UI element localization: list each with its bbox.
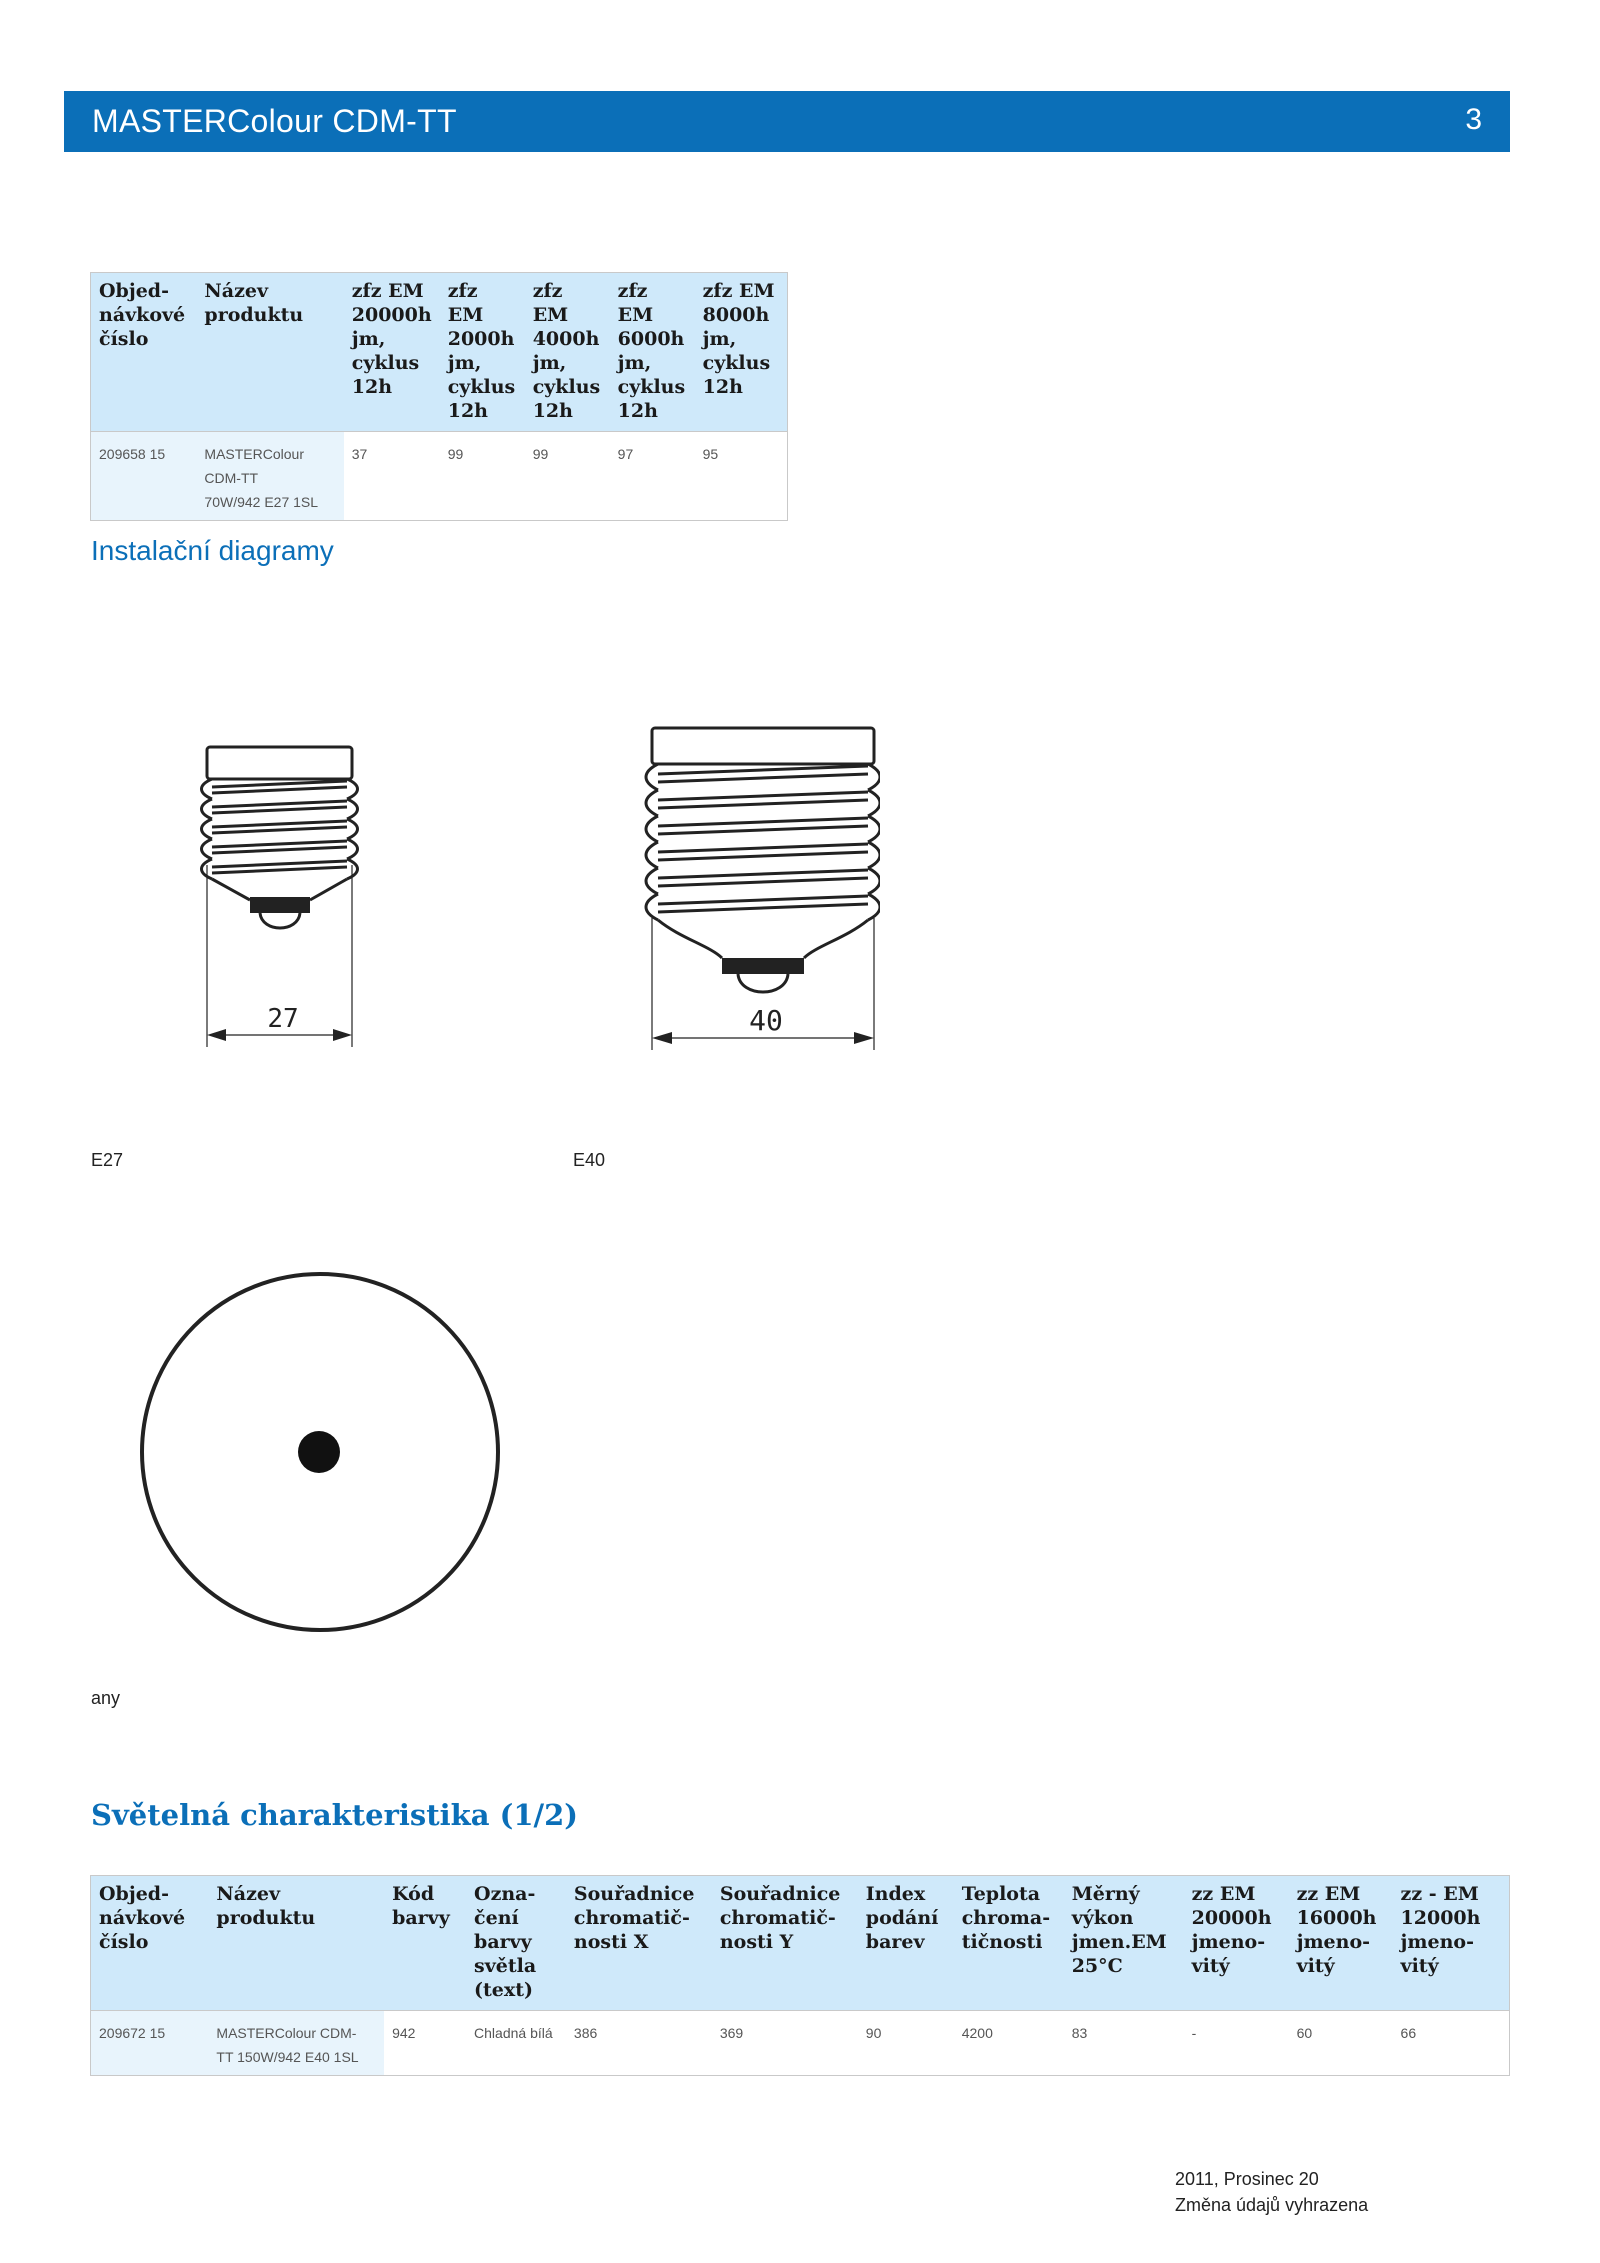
table-header-row (91, 1876, 1510, 2011)
light-characteristics-title: Světelná charakteristika (1/2) (91, 1798, 579, 1832)
e27-dimension-label: 27 (267, 1004, 299, 1034)
burning-position-caption: any (91, 1688, 121, 1708)
col-color-rendering-index: Index podání barev (858, 1876, 954, 2011)
footer-note: Změna údajů vyhrazena (1175, 2195, 1369, 2215)
e40-dimension-label: 40 (749, 1004, 783, 1037)
col-lumen-maintenance-20000h: zz EM 20000h jmeno- vitý (1184, 1876, 1289, 2011)
header-bar (64, 91, 1510, 152)
cell-value: - (1184, 2011, 1289, 2076)
footer-date: 2011, Prosinec 20 (1175, 2169, 1319, 2189)
col-lsf-4000h: zfz EM 4000h jm, cyklus 12h (525, 273, 610, 432)
col-product-name: Název produktu (196, 273, 343, 432)
installation-diagrams-title: Instalační diagramy (91, 535, 334, 566)
cell-value: Chladná bílá (466, 2011, 566, 2076)
cell-value: 942 (384, 2011, 466, 2076)
document-title: MASTERColour CDM-TT (92, 103, 457, 139)
cell-value: 4200 (954, 2011, 1064, 2076)
cell-value: 99 (525, 432, 610, 521)
cell-value: 66 (1393, 2011, 1510, 2076)
col-lsf-20000h: zfz EM 20000h jm, cyklus 12h (344, 273, 440, 432)
col-product-name: Název produktu (208, 1876, 384, 2011)
cell-value: 83 (1064, 2011, 1184, 2076)
col-order-number: Objed- návkové číslo (91, 1876, 209, 2011)
e27-caption: E27 (91, 1150, 124, 1170)
col-lsf-2000h: zfz EM 2000h jm, cyklus 12h (440, 273, 525, 432)
cell-value: 99 (440, 432, 525, 521)
e40-cap-diagram (640, 718, 880, 1058)
cell-product-name: MASTERColour CDM- TT 150W/942 E40 1SL (208, 2011, 384, 2076)
burning-position-diagram (136, 1268, 506, 1638)
cell-order-number: 209658 15 (91, 432, 197, 521)
cell-value: 369 (712, 2011, 858, 2076)
light-characteristics-table (90, 1875, 1510, 2076)
lamp-position-dot (298, 1431, 340, 1473)
page-number: 3 (1465, 103, 1482, 136)
col-color-temperature: Teplota chroma- tičnosti (954, 1876, 1064, 2011)
cell-order-number: 209672 15 (91, 2011, 209, 2076)
lifetime-table (90, 272, 788, 521)
col-chromaticity-y: Souřadnice chromatič- nosti Y (712, 1876, 858, 2011)
col-luminous-efficacy: Měrný výkon jmen.EM 25°C (1064, 1876, 1184, 2011)
table-row (91, 432, 788, 521)
cell-value: 90 (858, 2011, 954, 2076)
table-header-row (91, 273, 788, 432)
col-order-number: Objed- návkové číslo (91, 273, 197, 432)
cell-value: 60 (1289, 2011, 1393, 2076)
cell-value: 37 (344, 432, 440, 521)
col-color-code: Kód barvy (384, 1876, 466, 2011)
cell-product-name: MASTERColour CDM-TT 70W/942 E27 1SL (196, 432, 343, 521)
col-lsf-6000h: zfz EM 6000h jm, cyklus 12h (610, 273, 695, 432)
e27-cap-diagram (190, 735, 380, 1055)
footer (1175, 2166, 1368, 2218)
cell-value: 95 (695, 432, 788, 521)
col-light-color: Ozna- čení barvy světla (text) (466, 1876, 566, 2011)
col-lumen-maintenance-12000h: zz - EM 12000h jmeno- vitý (1393, 1876, 1510, 2011)
col-lumen-maintenance-16000h: zz EM 16000h jmeno- vitý (1289, 1876, 1393, 2011)
cell-value: 97 (610, 432, 695, 521)
table-row (91, 2011, 1510, 2076)
col-lsf-8000h: zfz EM 8000h jm, cyklus 12h (695, 273, 788, 432)
cell-value: 386 (566, 2011, 712, 2076)
col-chromaticity-x: Souřadnice chromatič- nosti X (566, 1876, 712, 2011)
e40-caption: E40 (573, 1150, 606, 1170)
